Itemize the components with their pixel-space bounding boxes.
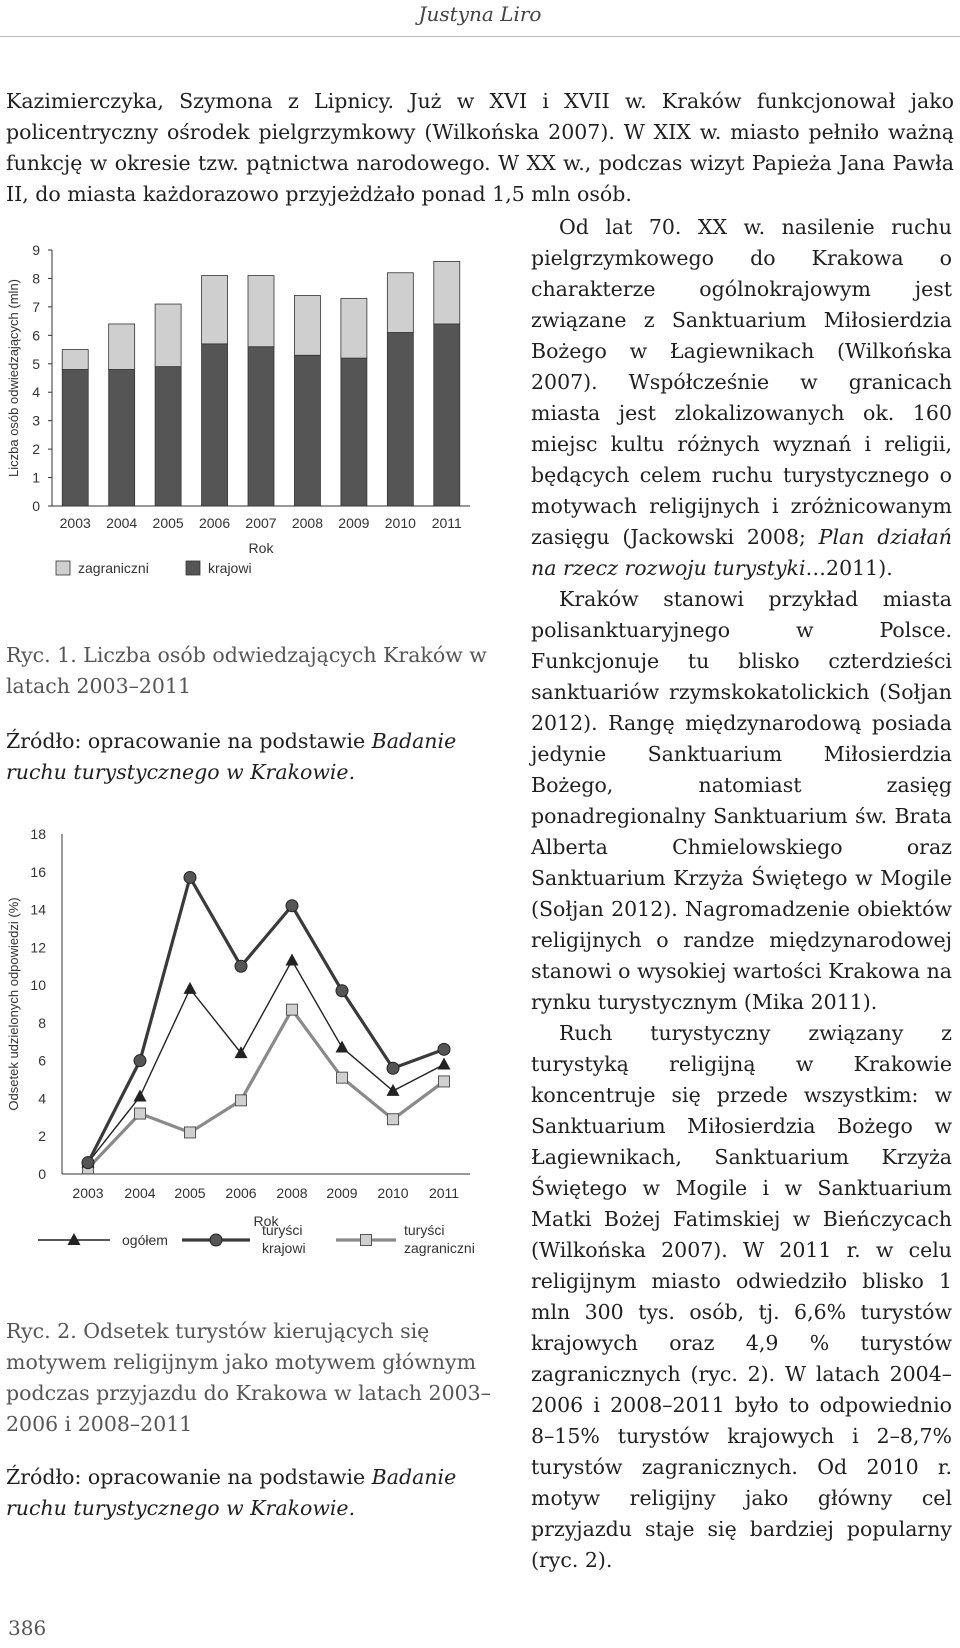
point-ogółem-2009 <box>336 1040 349 1052</box>
legend-label-ogółem: ogółem <box>122 1232 168 1248</box>
legend-swatch-krajowi <box>186 561 200 575</box>
x-tick-label: 2007 <box>245 515 277 531</box>
paragraph-1-end: …2011). <box>805 556 893 580</box>
figure-2-svg <box>0 820 500 1290</box>
paragraph-1-text: Od lat 70. XX w. nasilenie ruchu pielgrzymkowego do Krakowa o charakterze ogólnokrajowym jest związane z Sanktuarium Miłosierdzia Bożego w Łagiewnikach (Wilkońska 2007). Współcześnie w granicach miasta jest zlokalizowanych ok. 160 miejsc kultu różnych wyznań i religii, będących celem ruchu turystycznego o motywach religijnych i zróżnicowanym zasięgu (Jackowski 2008; <box>531 215 952 549</box>
legend-label-turyści zagraniczni: turyści zagraniczni <box>404 1222 475 1256</box>
point-turyści krajowi-2005 <box>184 871 196 883</box>
y-tick-label: 4 <box>32 384 40 401</box>
paragraph-3: Ruch turystyczny związany z turystyką religijną w Krakowie koncentruje się przede wszystkim: w Sanktuarium Miłosierdzia Bożego w Łagiewnikach, Sanktuarium Krzyża Świętego w Mogile i w Sanktuarium Matki Bożej Fatimskiej w Bieńczycach (Wilkońska 2007). W 2011 r. w celu religijnym miasto odwiedziło blisko 1 mln 300 tys. osób, tj. 6,6% turystów krajowych oraz 4,9 % turystów zagranicznych (ryc. 2). W latach 2004–2006 i 2008–2011 było to odpowiednio 8–15% turystów krajowych i 2–8,7% turystów zagranicznych. Od 2010 r. motyw religijny jako główny cel przyjazdu staje się bardziej popularny (ryc. 2). <box>531 1021 952 1572</box>
point-turyści krajowi-2004 <box>134 1055 146 1067</box>
y-tick-label: 4 <box>38 1090 46 1107</box>
figure-1-source-prefix: Źródło: opracowanie na podstawie <box>6 729 372 753</box>
bar-krajowi-2008 <box>294 355 320 506</box>
legend-marker-turyści krajowi <box>210 1234 222 1246</box>
point-turyści zagraniczni-2010 <box>388 1114 399 1125</box>
header-divider <box>0 36 960 37</box>
bar-zagraniczni-2006 <box>202 276 228 344</box>
paragraph-1 <box>531 212 952 584</box>
legend-label-krajowi: krajowi <box>208 560 252 576</box>
y-tick-label: 0 <box>38 1166 46 1182</box>
y-tick-label: 6 <box>32 327 40 344</box>
y-tick-label: 6 <box>38 1052 46 1069</box>
bar-krajowi-2010 <box>387 332 413 506</box>
bar-krajowi-2004 <box>109 369 135 506</box>
bar-krajowi-2011 <box>434 324 460 506</box>
point-turyści krajowi-2006 <box>235 960 247 972</box>
x-tick-label: 2008 <box>291 515 324 531</box>
figure-1-source <box>6 726 496 788</box>
x-axis-title: Rok <box>253 1213 279 1229</box>
x-tick-label: 2011 <box>431 515 462 531</box>
x-tick-label: 2004 <box>124 1185 156 1201</box>
paragraph-1-italic: Plan działań na rzecz rozwoju turystyki <box>531 525 952 580</box>
y-tick-label: 2 <box>38 1128 46 1145</box>
figure-2-source-italic: Badanie ruchu turystycznego w Krakowie. <box>6 1465 457 1520</box>
x-tick-label: 2008 <box>276 1185 308 1201</box>
right-text-column <box>531 212 952 1576</box>
figure-2-source-prefix: Źródło: opracowanie na podstawie <box>6 1465 372 1489</box>
x-tick-label: 2006 <box>225 1185 257 1201</box>
y-axis-title: Liczba osób odwiedzających (mln) <box>6 279 21 477</box>
bar-zagraniczni-2004 <box>109 324 135 370</box>
bar-krajowi-2007 <box>248 347 274 506</box>
y-tick-label: 8 <box>38 1014 46 1031</box>
point-turyści zagraniczni-2006 <box>236 1095 247 1106</box>
point-turyści krajowi-2010 <box>387 1062 399 1074</box>
figure-2-chart <box>0 820 500 1290</box>
point-turyści zagraniczni-2004 <box>135 1108 146 1119</box>
point-turyści krajowi-2011 <box>438 1043 450 1055</box>
y-tick-label: 14 <box>30 901 46 918</box>
y-tick-label: 18 <box>30 826 46 842</box>
x-axis-title: Rok <box>248 540 274 556</box>
bar-zagraniczni-2003 <box>62 350 88 370</box>
figure-1-chart <box>0 238 500 608</box>
paragraph-2: Kraków stanowi przykład miasta polisanktuaryjnego w Polsce. Funkcjonuje tu blisko czterdzieści sanktuariów rzymskokatolickich (Sołjan 2012). Rangę międzynarodową posiada jedynie Sanktuarium Miłosierdzia Bożego, natomiast zasięg ponadregionalny Sanktuarium św. Brata Alberta Chmielowskiego oraz Sanktuarium Krzyża Świętego w Mogile (Sołjan 2012). Nagromadzenie obiektów religijnych o randze międzynarodowej stanowi o wysokiej wartości Krakowa na rynku turystycznym (Mika 2011). <box>531 587 953 1014</box>
point-turyści krajowi-2003 <box>82 1157 94 1169</box>
y-tick-label: 0 <box>32 498 40 514</box>
legend-label-zagraniczni: zagraniczni <box>78 560 149 576</box>
bar-krajowi-2005 <box>155 367 181 506</box>
point-turyści zagraniczni-2009 <box>337 1072 348 1083</box>
point-ogółem-2011 <box>438 1057 451 1069</box>
y-tick-label: 3 <box>32 412 40 429</box>
figure-2-source <box>6 1462 496 1524</box>
point-turyści krajowi-2009 <box>336 985 348 997</box>
intro-paragraph: Kazimierczyka, Szymona z Lipnicy. Już w XVI i XVII w. Kraków funkcjonował jako policentryczny ośrodek pielgrzymkowy (Wilkońska 2007). W XIX w. miasto pełniło ważną funkcję w okresie tzw. pątnictwa narodowego. W XX w., podczas wizyt Papieża Jana Pawła II, do miasta każdorazowo przyjeżdżało ponad 1,5 mln osób. <box>6 89 954 206</box>
figure-1-caption: Ryc. 1. Liczba osób odwiedzających Kraków w latach 2003–2011 <box>6 643 487 698</box>
figure-1-svg <box>0 238 500 608</box>
point-ogółem-2010 <box>387 1084 400 1096</box>
x-tick-label: 2005 <box>152 515 184 531</box>
point-ogółem-2005 <box>184 982 197 994</box>
point-ogółem-2008 <box>286 954 299 966</box>
y-tick-label: 16 <box>30 863 46 880</box>
point-turyści zagraniczni-2008 <box>287 1004 298 1015</box>
x-tick-label: 2009 <box>326 1185 358 1201</box>
figure-2-caption: Ryc. 2. Odsetek turystów kierujących się motywem religijnym jako motywem głównym podczas przyjazdu do Krakowa w latach 2003–2006 i 2008–2011 <box>6 1319 491 1436</box>
x-tick-label: 2003 <box>72 1185 104 1201</box>
x-tick-label: 2003 <box>59 515 91 531</box>
bar-zagraniczni-2011 <box>434 261 460 324</box>
bar-zagraniczni-2010 <box>387 273 413 333</box>
point-turyści zagraniczni-2005 <box>185 1127 196 1138</box>
x-tick-label: 2010 <box>384 515 416 531</box>
x-tick-label: 2004 <box>106 515 138 531</box>
point-ogółem-2004 <box>134 1090 147 1102</box>
legend-marker-turyści zagraniczni <box>361 1235 372 1246</box>
x-tick-label: 2010 <box>377 1185 409 1201</box>
bar-krajowi-2003 <box>62 369 88 506</box>
figure-1-source-italic: Badanie ruchu turystycznego w Krakowie. <box>6 729 457 784</box>
running-header-author: Justyna Liro <box>418 2 542 26</box>
legend-marker-ogółem <box>68 1233 81 1245</box>
bar-krajowi-2006 <box>202 344 228 506</box>
x-tick-label: 2011 <box>428 1185 460 1201</box>
y-axis-title: Odsetek udzielonych odpowiedzi (%) <box>6 897 21 1111</box>
point-turyści zagraniczni-2011 <box>439 1076 450 1087</box>
bar-krajowi-2009 <box>341 358 367 506</box>
x-tick-label: 2009 <box>338 515 370 531</box>
bar-zagraniczni-2009 <box>341 298 367 358</box>
bar-zagraniczni-2005 <box>155 304 181 367</box>
y-tick-label: 9 <box>32 242 40 258</box>
y-tick-label: 8 <box>32 270 40 287</box>
y-tick-label: 1 <box>32 469 40 486</box>
x-tick-label: 2006 <box>198 515 231 531</box>
page-number: 386 <box>8 1616 47 1640</box>
y-tick-label: 7 <box>32 298 40 315</box>
legend-label-turyści krajowi: turyści krajowi <box>262 1222 306 1256</box>
legend-swatch-zagraniczni <box>56 561 70 575</box>
y-tick-label: 2 <box>32 441 40 458</box>
x-tick-label: 2005 <box>174 1185 206 1201</box>
y-tick-label: 12 <box>30 939 46 956</box>
bar-zagraniczni-2008 <box>294 296 320 356</box>
y-tick-label: 5 <box>32 355 40 372</box>
point-turyści krajowi-2008 <box>286 900 298 912</box>
bar-zagraniczni-2007 <box>248 276 274 347</box>
y-tick-label: 10 <box>30 977 46 994</box>
